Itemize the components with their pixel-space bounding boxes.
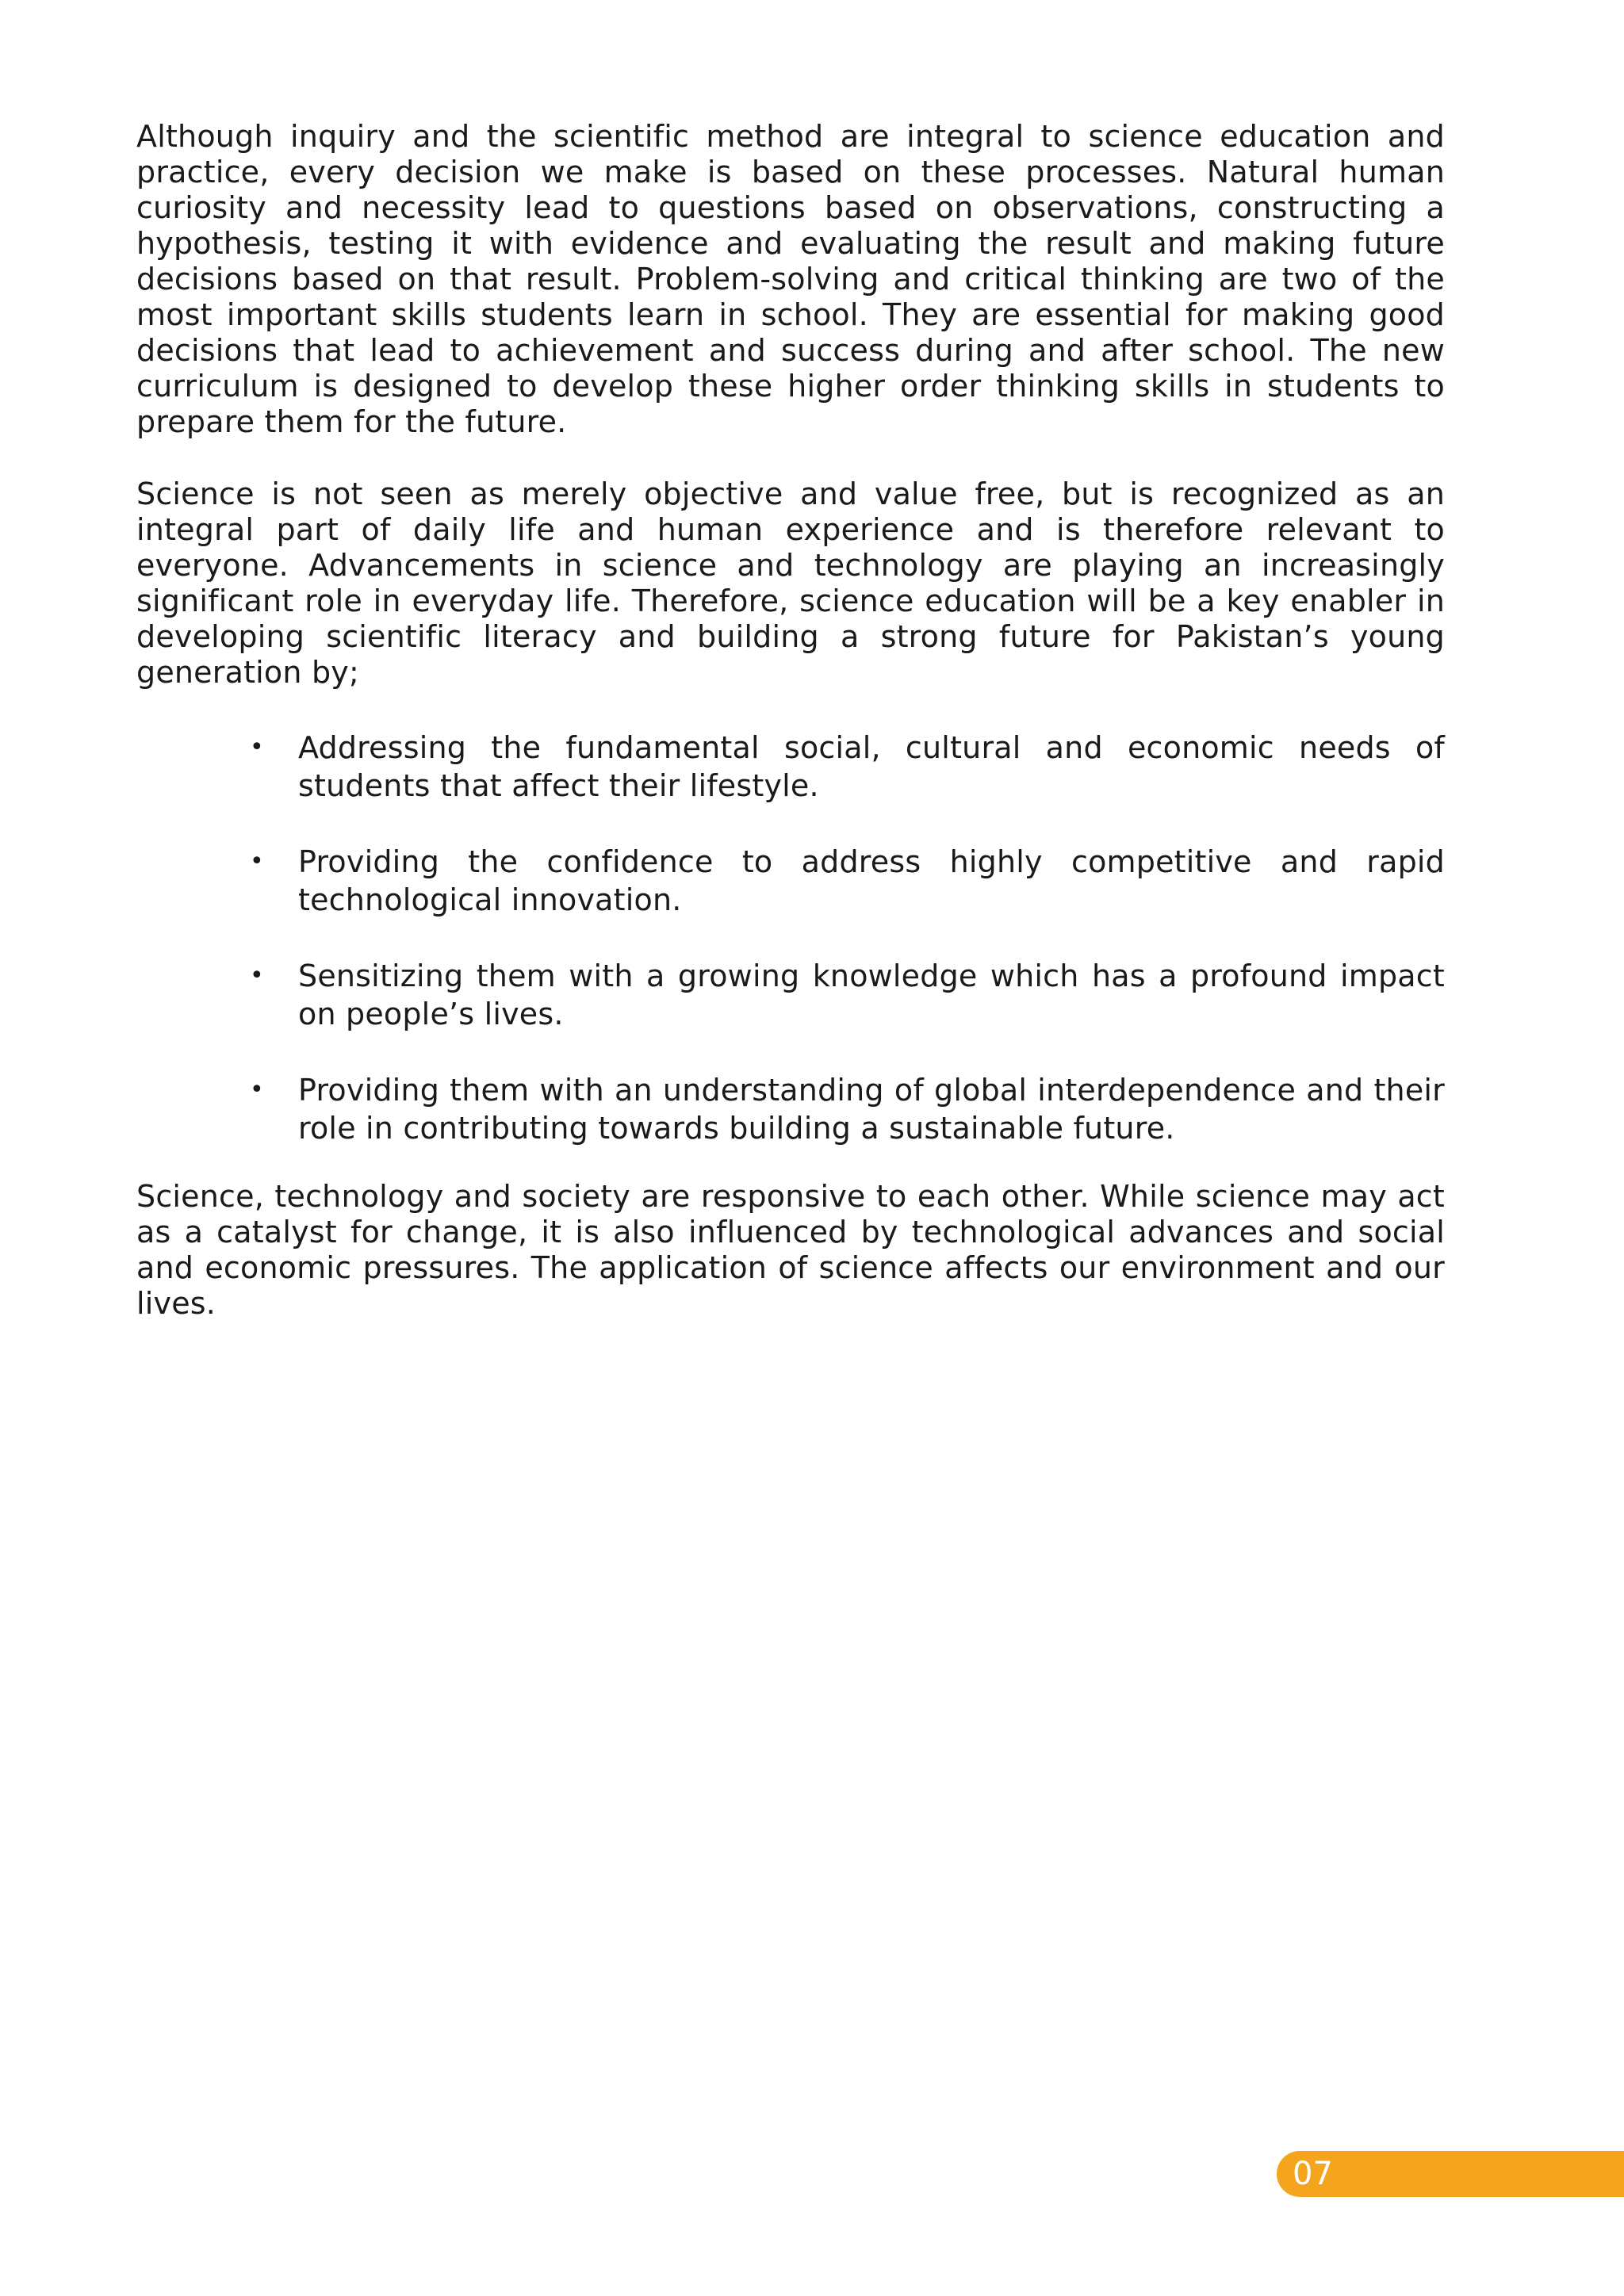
bullet-text: Addressing the fundamental social, cultural and economic needs of students that affect their lifestyle. — [298, 730, 1445, 803]
bullet-list — [136, 729, 1445, 1147]
bullet-icon: • — [250, 733, 264, 761]
list-item — [136, 1071, 1445, 1147]
bullet-icon: • — [250, 848, 264, 875]
page-body — [136, 119, 1445, 1322]
list-item — [136, 729, 1445, 805]
bullet-text: Sensitizing them with a growing knowledge which has a profound impact on people’s lives. — [298, 959, 1445, 1031]
paragraph-science-life: Science is not seen as merely objective and value free, but is recognized as an integral part of daily life and human experience and is therefore relevant to everyone. Advancements in science and technology are playing an increasingly significant role in everyday life. Therefore, science education will be a key enabler in developing scientific literacy and building a strong future for Pakistan’s young generation by; — [136, 476, 1445, 690]
bullet-text: Providing them with an understanding of global interdependence and their role in contributing towards building a sustainable future. — [298, 1073, 1445, 1146]
paragraph-intro: Although inquiry and the scientific method are integral to science education and practice, every decision we make is based on these processes. Natural human curiosity and necessity lead to questions based on observations, constructing a hypothesis, testing it with evidence and evaluating the result and making future decisions based on that result. Problem-solving and critical thinking are two of the most important skills students learn in school. They are essential for making good decisions that lead to achievement and success during and after school. The new curriculum is designed to develop these higher order thinking skills in students to prepare them for the future. — [136, 119, 1445, 439]
page-number: 07 — [1293, 2156, 1333, 2192]
bullet-icon: • — [250, 962, 264, 989]
list-item — [136, 843, 1445, 919]
bullet-text: Providing the confidence to address highly competitive and rapid technological innovation. — [298, 844, 1445, 917]
paragraph-closing: Science, technology and society are responsive to each other. While science may act as a catalyst for change, it is also influenced by technological advances and social and economic pressures. The application of science affects our environment and our lives. — [136, 1179, 1445, 1321]
bullet-icon: • — [250, 1076, 264, 1104]
list-item — [136, 957, 1445, 1033]
paragraph-gap — [136, 440, 1445, 476]
